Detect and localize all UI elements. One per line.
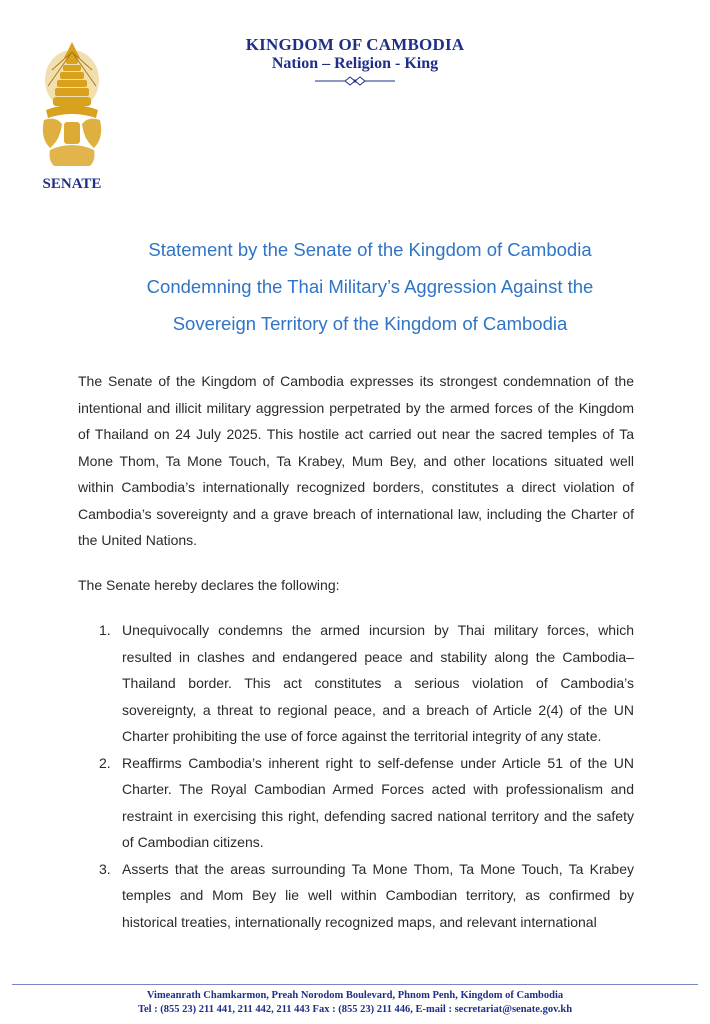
footer-contact: Tel : (855 23) 211 441, 211 442, 211 443 Fax : (855 23) 211 446, E-mail : secretariat@senate.gov.kh: [137, 1004, 573, 1015]
declaration-lead: The Senate hereby declares the following:: [78, 577, 340, 593]
footer-address: Vimeanrath Chamkarmon, Preah Norodom Boulevard, Phnom Penh, Kingdom of Cambodia: [146, 990, 564, 1001]
item-number: 2.: [99, 754, 111, 771]
institution-label: SENATE: [42, 176, 102, 192]
national-motto: Nation – Religion - King: [271, 55, 439, 72]
list-item: [96, 750, 634, 856]
ornament-divider-icon: [315, 75, 395, 87]
item-text: Unequivocally condemns the armed incursion by Thai military forces, which resulted in clashes and endangered peace and stability along the Cambodia–Thailand border. This act constitutes a serious violation of Cambodia’s sovereignty, a threat to regional peace, and a breach of Article 2(4) of the UN Charter prohibiting the use of force against the territorial integrity of any state.: [122, 622, 634, 744]
title-line-2: Condemning the Thai Military’s Aggression Against the: [146, 276, 594, 297]
item-number: 1.: [99, 622, 111, 638]
item-text: Reaffirms Cambodia’s inherent right to self-defense under Article 51 of the UN Charter. The Royal Cambodian Armed Forces acted with professionalism and restraint in exercising this right, defending sacred national territory and the safety of Cambodian citizens.: [122, 754, 634, 850]
list-item: [96, 856, 634, 936]
title-line-3: Sovereign Territory of the Kingdom of Cambodia: [172, 313, 568, 334]
footer-divider: [12, 984, 698, 985]
declaration-list: [96, 617, 634, 935]
list-item: [96, 617, 634, 750]
item-number: 3.: [99, 860, 111, 877]
item-text: Asserts that the areas surrounding Ta Mone Thom, Ta Mone Touch, Ta Krabey temples and Mom Bey lie well within Cambodian territory, as confirmed by historical treaties, internationally recognized maps, and relevant international: [122, 860, 634, 930]
statement-title: [0, 231, 710, 342]
intro-paragraph: The Senate of the Kingdom of Cambodia expresses its strongest condemnation of the intentional and illicit military aggression perpetrated by the armed forces of the Kingdom of Thailand on 24 July 2025. This hostile act carried out near the sacred temples of Ta Mone Thom, Ta Mone Touch, Ta Krabey, Mum Bey, and other locations situated well within Cambodia’s internationally recognized borders, constitutes a direct violation of Cambodia’s sovereignty and a grave breach of international law, including the Charter of the United Nations.: [78, 373, 634, 548]
country-heading: KINGDOM OF CAMBODIA: [245, 35, 465, 54]
title-line-1: Statement by the Senate of the Kingdom of Cambodia: [148, 239, 592, 260]
